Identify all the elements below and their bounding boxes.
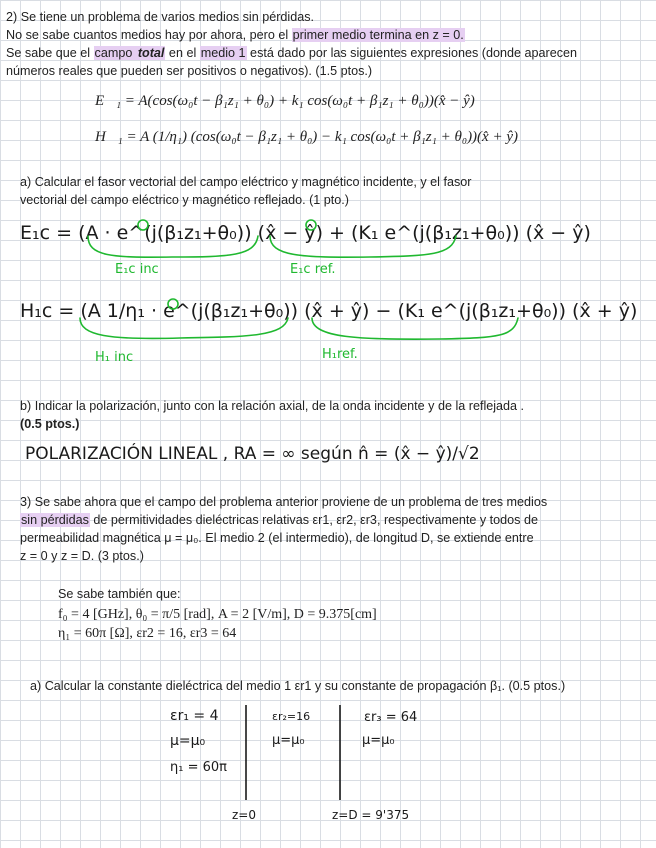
given-values-2: η₁ = 60π [Ω], εr2 = 16, εr3 = 64	[58, 626, 237, 641]
problem2-line2: No se sabe cuantos medios hay por ahora, pero el primer medio termina en z = 0.	[6, 28, 464, 42]
boundary-label-zD: z=D = 9'375	[332, 808, 410, 822]
medium1-permittivity: εr₁ = 4	[170, 708, 219, 724]
handwritten-H-phasor: H₁c = (A 1/η₁ · e^(j(β₁z₁+θ₀)) (x̂ + ŷ) − (K₁ e^(j(β₁z₁+θ₀)) (x̂ + ŷ)	[20, 300, 638, 322]
given-values-1: f₀ = 4 [GHz], θ₀ = π/5 [rad], A = 2 [V/m], D = 9.375[cm]	[58, 607, 377, 622]
E-ref-bracket	[270, 236, 456, 257]
problem2-line3: Se sabe que el campo total en el medio 1 está dado por las siguientes expresiones (donde aparecen	[6, 46, 578, 60]
H-inc-bracket	[80, 318, 288, 338]
boundary-label-z0: z=0	[232, 808, 256, 822]
handwritten-H-inc-label: H₁ inc	[95, 350, 134, 365]
handwritten-E-ref-label: E₁c ref.	[290, 262, 336, 277]
equation-H1: H⃗₁ = A (1/η₁) (cos(ω₀t − β₁z₁ + θ₀) − k₁ cos(ω₀t + β₁z₁ + θ₀))(x̂ + ŷ)	[95, 129, 518, 145]
handwritten-E-phasor: E₁c = (A · e^(j(β₁z₁+θ₀)) (x̂ − ŷ) + (K₁ e^(j(β₁z₁+θ₀)) (x̂ − ŷ)	[20, 222, 591, 244]
H-ref-bracket	[312, 318, 518, 339]
problem3-question-a: a) Calcular la constante dieléctrica del medio 1 εr1 y su constante de propagación β₁. (0.5 ptos.)	[30, 679, 566, 693]
given-intro: Se sabe también que:	[58, 587, 181, 601]
medium2-permeability: μ=μ₀	[272, 733, 305, 748]
j-circle-1	[138, 220, 148, 230]
equation-E1: E⃗₁ = A(cos(ω₀t − β₁z₁ + θ₀) + k₁ cos(ω₀t + β₁z₁ + θ₀))(x̂ − ŷ)	[95, 93, 475, 109]
medium3-permeability: μ=μ₀	[362, 733, 395, 748]
handwritten-E-inc-label: E₁c inc	[115, 262, 159, 277]
medium2-permittivity: εr₂=16	[272, 710, 311, 723]
E-inc-bracket	[88, 236, 258, 257]
part-a-line1: a) Calcular el fasor vectorial del campo eléctrico y magnético incidente, y el fasor	[20, 175, 472, 189]
problem3-line3: permeabilidad magnética μ = μ₀. El medio 2 (el intermedio), de longitud D, se extiende entre	[20, 531, 534, 545]
problem2-line1: 2) Se tiene un problema de varios medios sin pérdidas.	[6, 10, 315, 24]
part-a-line2: vectorial del campo eléctrico y magnético reflejado. (1 pto.)	[20, 193, 349, 207]
problem3-line2: sin pérdidas de permitividades dieléctricas relativas εr1, εr2, εr3, respectivamente y todos de	[21, 513, 538, 527]
j-circle-3	[168, 299, 178, 309]
part-b-line1: b) Indicar la polarización, junto con la relación axial, de la onda incidente y de la reflejada .	[20, 399, 525, 413]
problem2-line4: números reales que pueden ser positivos o negativos). (1.5 ptos.)	[6, 64, 373, 78]
part-b-line2: (0.5 ptos.)	[20, 417, 80, 431]
medium1-permeability: μ=μ₀	[170, 733, 206, 749]
handwritten-polarization-answer: POLARIZACIÓN LINEAL , RA = ∞ según n̂ = (x̂ − ŷ)/√2	[25, 444, 480, 464]
problem3-line4: z = 0 y z = D. (3 ptos.)	[20, 549, 144, 563]
medium3-permittivity: εr₃ = 64	[364, 710, 418, 725]
handwritten-H-ref-label: H₁ref.	[322, 347, 358, 362]
problem3-line1: 3) Se sabe ahora que el campo del problema anterior proviene de un problema de tres medios	[20, 495, 548, 509]
medium1-impedance: η₁ = 60π	[170, 760, 227, 775]
j-circle-2	[306, 220, 316, 230]
